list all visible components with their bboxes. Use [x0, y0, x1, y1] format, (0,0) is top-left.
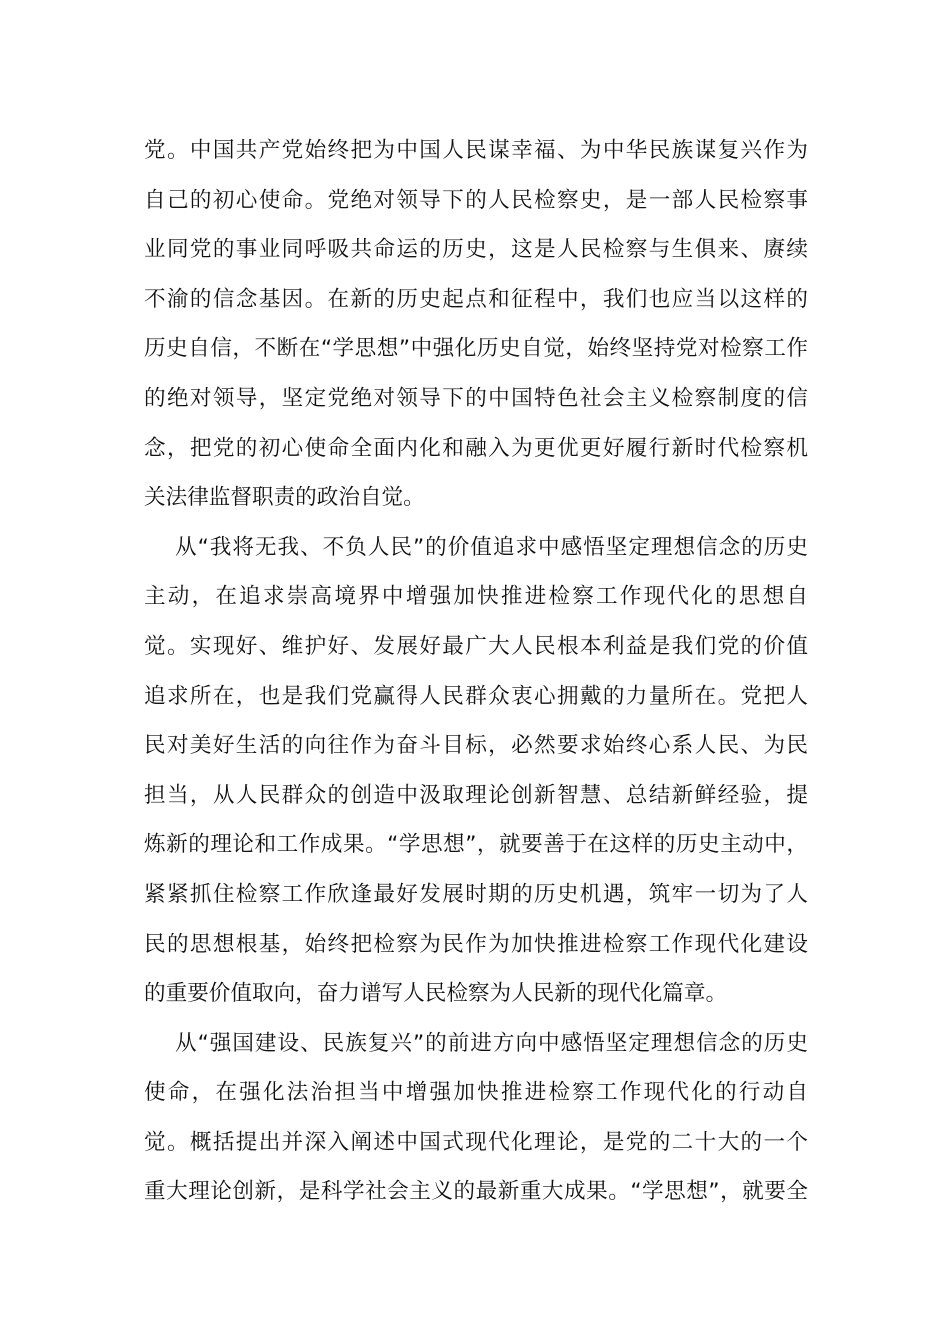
text-line: 紧紧抓住检察工作欣逢最好发展时期的历史机遇，筑牢一切为了人	[144, 881, 808, 907]
text-line: 的重要价值取向，奋力谱写人民检察为人民新的现代化篇章。	[144, 981, 728, 1007]
paragraph-2	[144, 523, 808, 1019]
text-line: 追求所在，也是我们党赢得人民群众衷心拥戴的力量所在。党把人	[144, 683, 808, 709]
text-line: 关法律监督职责的政治自觉。	[144, 485, 425, 511]
text-line: 念，把党的初心使命全面内化和融入为更优更好履行新时代检察机	[144, 435, 808, 461]
text-line: 党。中国共产党始终把为中国人民谋幸福、为中华民族谋复兴作为	[144, 138, 808, 163]
paragraph-1	[144, 126, 808, 523]
text-line: 不渝的信念基因。在新的历史起点和征程中，我们也应当以这样的	[144, 286, 808, 312]
text-line: 重大理论创新，是科学社会主义的最新重大成果。“学思想”，就要全	[144, 1179, 808, 1205]
text-line: 的绝对领导，坚定党绝对领导下的中国特色社会主义检察制度的信	[144, 385, 808, 411]
text-line: 业同党的事业同呼吸共命运的历史，这是人民检察与生俱来、赓续	[144, 237, 808, 263]
text-line: 从“我将无我、不负人民”的价值追求中感悟坚定理想信念的历史	[175, 534, 808, 560]
text-line: 使命，在强化法治担当中增强加快推进检察工作现代化的行动自	[144, 1080, 808, 1106]
text-line: 自己的初心使命。党绝对领导下的人民检察史，是一部人民检察事	[144, 187, 808, 213]
text-line: 主动，在追求崇高境界中增强加快推进检察工作现代化的思想自	[144, 584, 808, 610]
text-line: 民对美好生活的向往作为奋斗目标，必然要求始终心系人民、为民	[144, 733, 808, 759]
document-body	[144, 126, 808, 1217]
text-line: 从“强国建设、民族复兴”的前进方向中感悟坚定理想信念的历史	[175, 1030, 808, 1056]
text-line: 历史自信，不断在“学思想”中强化历史自觉，始终坚持党对检察工作	[144, 336, 808, 362]
text-line: 担当，从人民群众的创造中汲取理论创新智慧、总结新鲜经验，提	[144, 782, 808, 808]
text-line: 觉。概括提出并深入阐述中国式现代化理论，是党的二十大的一个	[144, 1129, 808, 1155]
text-line: 炼新的理论和工作成果。“学思想”，就要善于在这样的历史主动中，	[144, 832, 808, 858]
text-line: 觉。实现好、维护好、发展好最广大人民根本利益是我们党的价值	[144, 633, 808, 659]
paragraph-3	[144, 1019, 808, 1217]
text-line: 民的思想根基，始终把检察为民作为加快推进检察工作现代化建设	[144, 931, 808, 957]
